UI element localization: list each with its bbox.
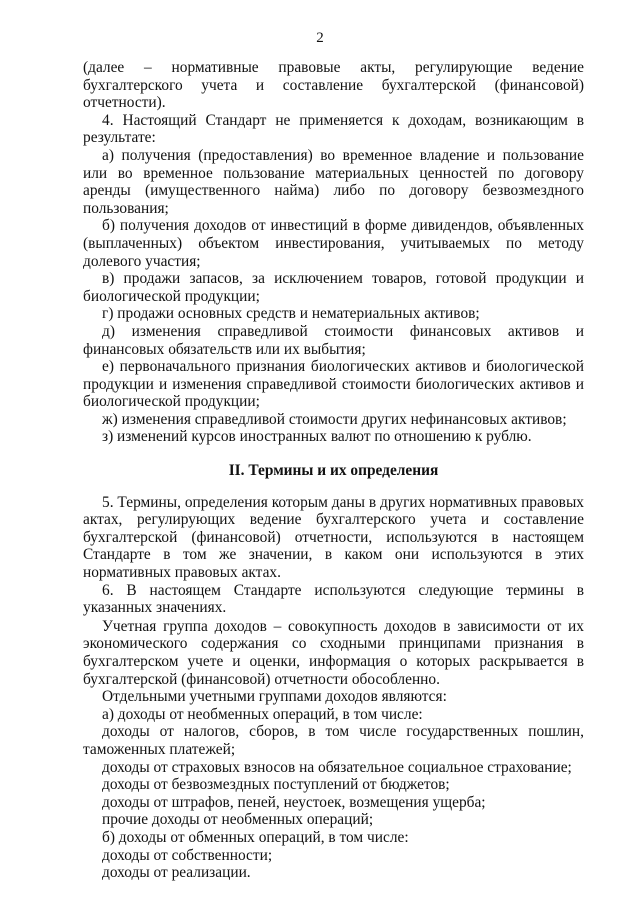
paragraph-item-5: 5. Термины, определения которым даны в других нормативных правовых актах, регулирующих ведение бухгалтерского учета и составление бухгалтерской (финансовой) отчетности, используются в настоящем Стандарте в том же значении, в каком они используются в этих нормативных правовых актах. — [83, 493, 584, 582]
sub-item-taxes: доходы от налогов, сборов, в том числе государственных пошлин, таможенных платежей; — [83, 723, 584, 758]
sub-item-insurance: доходы от страховых взносов на обязательное социальное страхование; — [102, 758, 572, 776]
list-item-v: в) продажи запасов, за исключением товаров, готовой продукции и биологической продукции; — [83, 270, 584, 305]
sub-item-property: доходы от собственности; — [102, 846, 273, 864]
list-item-a-nonexchange: а) доходы от необменных операций, в том числе: — [102, 705, 423, 723]
sub-item-fines: доходы от штрафов, пеней, неустоек, возмещения ущерба; — [102, 793, 486, 811]
paragraph-item-4: 4. Настоящий Стандарт не применяется к доходам, возникающим в результате: — [83, 111, 584, 147]
list-item-b: б) получения доходов от инвестиций в форме дивидендов, объявленных (выплаченных) объектом инвестирования, учитываемых по методу долевого участия; — [83, 217, 584, 270]
list-item-d: д) изменения справедливой стоимости финансовых активов и финансовых обязательств или их выбытия; — [83, 322, 584, 358]
paragraph-item-6: 6. В настоящем Стандарте используются следующие термины в указанных значениях. — [83, 581, 584, 617]
list-item-z: з) изменений курсов иностранных валют по отношению к рублю. — [102, 428, 532, 446]
list-item-a: а) получения (предоставления) во временное владение и пользование или во временное пользование материальных ценностей по договору аренды (имущественного найма) либо по договору безвозмездного пользования; — [83, 146, 584, 217]
sub-item-other: прочие доходы от необменных операций; — [102, 811, 374, 829]
definition-paragraph: Учетная группа доходов – совокупность доходов в зависимости от их экономического содержания со сходными принципами признания в бухгалтерском учете и оценки, информация о которых раскрывается в бухгалтерской (финансовой) отчетности обособленно. — [83, 617, 584, 688]
list-item-e: е) первоначального признания биологических активов и биологической продукции и изменения справедливой стоимости биологических активов и биологической продукции; — [83, 358, 584, 411]
document-body — [83, 59, 584, 882]
paragraph-continuation: (далее – нормативные правовые акты, регулирующие ведение бухгалтерского учета и составление бухгалтерской (финансовой) отчетности). — [83, 59, 584, 112]
sub-item-sales: доходы от реализации. — [102, 864, 251, 882]
list-item-b-exchange: б) доходы от обменных операций, в том числе: — [102, 828, 409, 846]
sub-item-budgets: доходы от безвозмездных поступлений от бюджетов; — [102, 776, 450, 794]
page-number: 2 — [316, 30, 324, 46]
list-intro: Отдельными учетными группами доходов являются: — [102, 688, 447, 706]
list-item-zh: ж) изменения справедливой стоимости других нефинансовых активов; — [102, 410, 567, 428]
list-item-g: г) продажи основных средств и нематериальных активов; — [102, 305, 480, 323]
section-heading: II. Термины и их определения — [228, 462, 439, 480]
